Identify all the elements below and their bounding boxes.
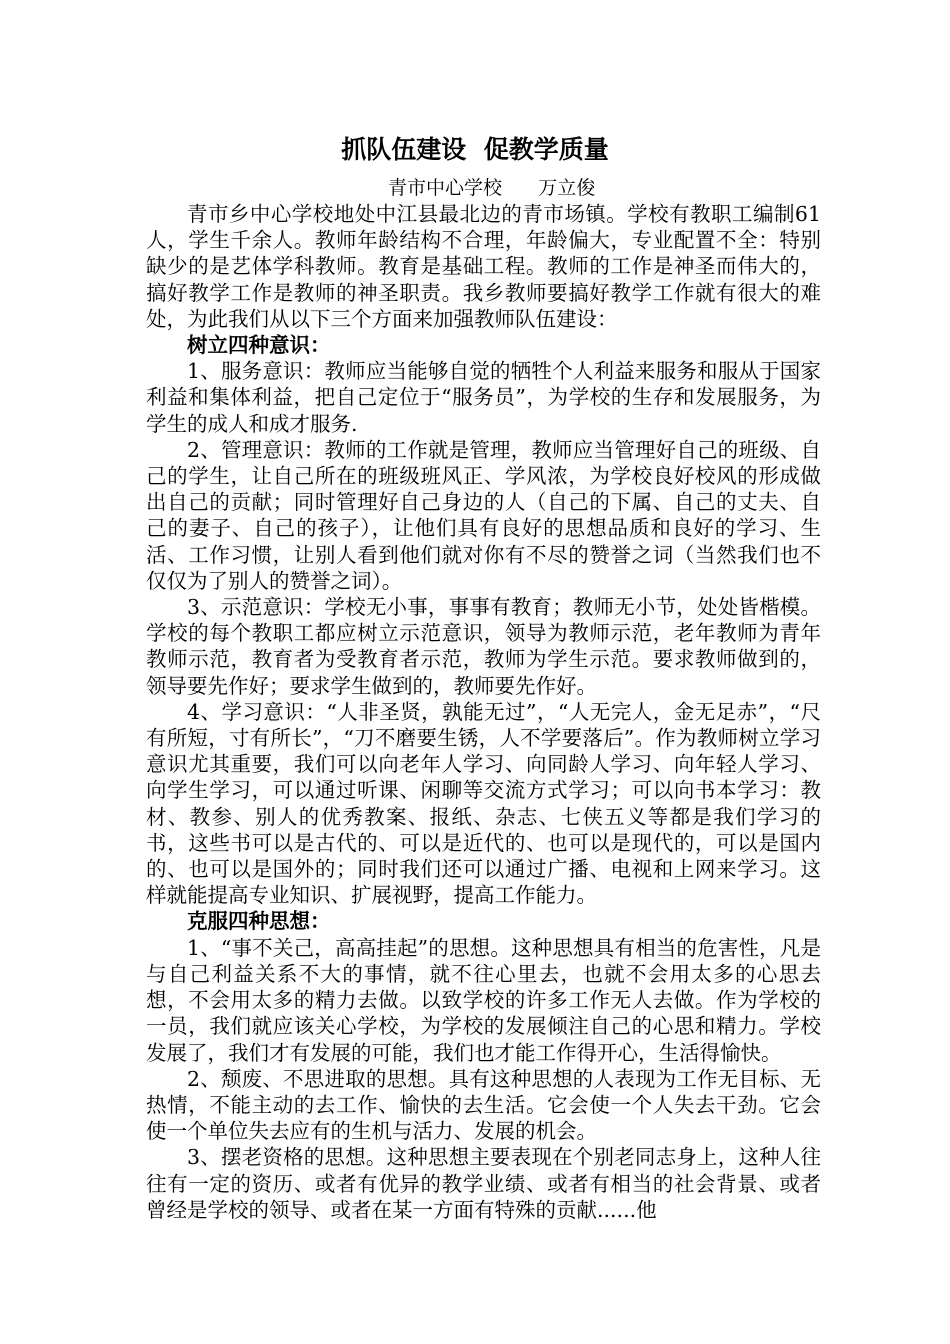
- paragraph-service-awareness: 1、服务意识：教师应当能够自觉的牺牲个人利益来服务和服从于国家利益和集体利益，把自己定位于“服务员”，为学校的生存和发展服务，为学生的成人和成才服务.: [146, 359, 821, 436]
- paragraph-seniority: 3、摆老资格的思想。这种思想主要表现在个别老同志身上，这种人往往有一定的资历、或者有优异的教学业绩、或者有相当的社会背景、或者曾经是学校的领导、或者在某一方面有特殊的贡献......他: [146, 1145, 821, 1222]
- document-title: 抓队伍建设 促教学质量: [341, 135, 609, 164]
- intro-paragraph: 青市乡中心学校地处中江县最北边的青市场镇。学校有教职工编制61人，学生千余人。教师年龄结构不合理，年龄偏大，专业配置不全：特别缺少的是艺体学科教师。教育是基础工程。教师的工作是神圣而伟大的，搞好教学工作是教师的神圣职责。我乡教师要搞好教学工作就有很大的难处，为此我们从以下三个方面来加强教师队伍建设：: [146, 202, 821, 331]
- section-heading-overcome: 克服四种思想：: [187, 909, 331, 934]
- paragraph-indifference: 1、“事不关己，高高挂起”的思想。这种思想具有相当的危害性，凡是与自己利益关系不大的事情，就不往心里去，也就不会用太多的心思去想，不会用太多的精力去做。以致学校的许多工作无人去做。作为学校的一员，我们就应该关心学校，为学校的发展倾注自己的心思和精力。学校发展了，我们才有发展的可能，我们也才能工作得开心，生活得愉快。: [146, 935, 821, 1065]
- paragraph-management-awareness: 2、管理意识：教师的工作就是管理，教师应当管理好自己的班级、自己的学生，让自己所在的班级班风正、学风浓，为学校良好校风的形成做出自己的贡献；同时管理好自己身边的人（自己的下属、自己的丈夫、自己的妻子、自己的孩子），让他们具有良好的思想品质和良好的学习、生活、工作习惯，让别人看到他们就对你有不尽的赞誉之词（当然我们也不仅仅为了别人的赞誉之词）。: [146, 437, 821, 593]
- paragraph-example-awareness: 3、示范意识：学校无小事，事事有教育；教师无小节，处处皆楷模。学校的每个教职工都应树立示范意识，领导为教师示范，老年教师为青年教师示范，教育者为受教育者示范，教师为学生示范。要求教师做到的，领导要先作好；要求学生做到的，教师要先作好。: [146, 595, 821, 698]
- section-heading-awareness: 树立四种意识：: [187, 333, 331, 358]
- paragraph-decadence: 2、颓废、不思进取的思想。具有这种思想的人表现为工作无目标、无热情，不能主动的去工作、愉快的去生活。它会使一个人失去干劲。它会使一个单位失去应有的生机与活力、发展的机会。: [146, 1066, 821, 1144]
- paragraph-learning-awareness: 4、学习意识：“人非圣贤，孰能无过”，“人无完人，金无足赤”，“尺有所短，寸有所长”，“刀不磨要生锈，人不学要落后”。作为教师树立学习意识尤其重要，我们可以向老年人学习、向同龄人学习、向年轻人学习、向学生学习，可以通过听课、闲聊等交流方式学习；可以向书本学习：教材、教参、别人的优秀教案、报纸、杂志、七侠五义等都是我们学习的书，这些书可以是古代的、可以是近代的、也可以是现代的，可以是国内的、也可以是国外的；同时我们还可以通过广播、电视和上网来学习。这样就能提高专业知识、扩展视野，提高工作能力。: [146, 699, 821, 908]
- document-body: [146, 201, 821, 1223]
- author-byline: 青市中心学校 万立俊: [388, 177, 596, 199]
